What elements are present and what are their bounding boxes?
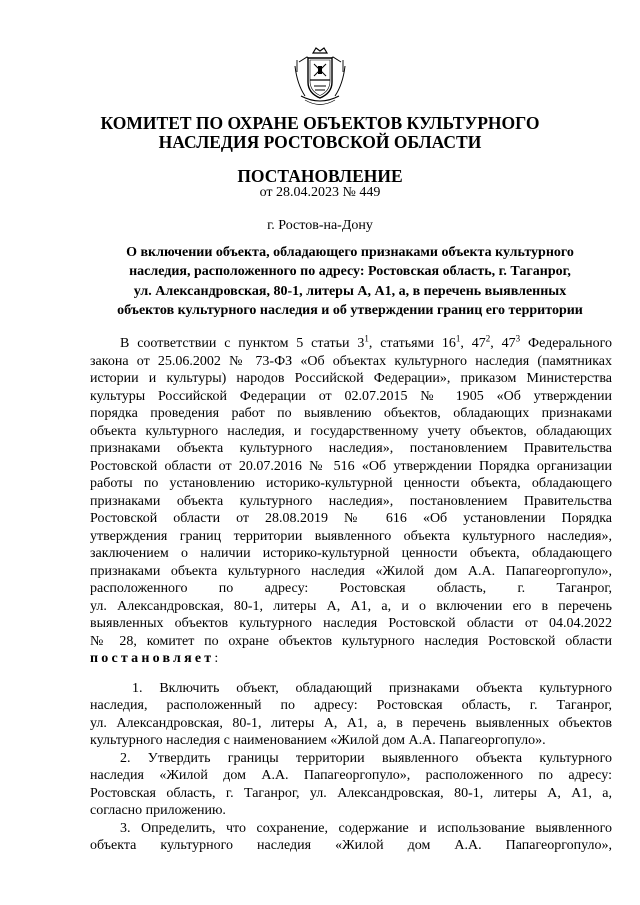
item-2-line: Ростовская область, г. Таганрог, ул. Александровская, 80-1, литеры А, А1, а, [90, 785, 612, 801]
document-place: г. Ростов-на-Дону [267, 218, 373, 233]
superscript: 1 [455, 333, 461, 344]
preamble-line: закона от 25.06.2002 № 73-ФЗ «Об объектах культурного наследия (памятниках [90, 353, 612, 369]
preamble-line: выявленных объектов культурного наследия Ростовской области от 04.04.2022 [90, 616, 612, 631]
preamble-line: ул. Александровская, 80-1, литеры А, А1, а, и о включении его в перечень [90, 598, 612, 614]
item-1-line: ул. Александровская, 80-1, литеры А, А1, а, в перечень выявленных объектов [90, 715, 612, 731]
organization-name-line: КОМИТЕТ ПО ОХРАНЕ ОБЪЕКТОВ КУЛЬТУРНОГО [100, 113, 540, 133]
superscript: 2 [485, 333, 491, 344]
preamble-line: признаками объекта культурного наследия», постановлением Правительства [90, 441, 612, 456]
preamble-line: расположенного по адресу: Ростовская область, г. Таганрог, [90, 581, 612, 596]
item-3-line: 3. Определить, что сохранение, содержание и использование выявленного [120, 820, 612, 836]
preamble-text: В соответствии с пунктом 5 статьи 3 [120, 336, 365, 351]
preamble-text: Федерального [520, 336, 613, 351]
preamble-line: Ростовской области от 28.08.2019 № 616 «Об установлении Порядка [90, 511, 612, 526]
item-1-line: культурного наследия с наименованием «Жилой дом А.А. Папагеоргопуло». [90, 733, 546, 748]
preamble-line: признаками объекта культурного наследия «Жилой дом А.А. Папагеоргопуло», [90, 563, 612, 579]
preamble-line: работы по установлению историко-культурной ценности объекта, обладающего [90, 476, 612, 491]
document-subject [90, 243, 610, 321]
organization-name [80, 114, 560, 152]
preamble-line: порядка проведения работ по выявлению объектов, обладающих признаками [90, 406, 612, 421]
subject-line: объектов культурного наследия и об утверждении границ его территории [117, 303, 583, 319]
document-body [90, 335, 612, 855]
rostov-coat-of-arms-icon [293, 46, 347, 110]
organization-name-line: НАСЛЕДИЯ РОСТОВСКОЙ ОБЛАСТИ [158, 132, 482, 152]
resolves-word: постановляет [90, 651, 215, 666]
superscript: 1 [364, 333, 369, 344]
document-type: ПОСТАНОВЛЕНИЕ [237, 166, 403, 186]
item-2-line: 2. Утвердить границы территории выявленного объекта культурного [120, 750, 612, 766]
item-1-line: наследия, расположенный по адресу: Ростовская область, г. Таганрог, [90, 698, 612, 713]
superscript: 3 [515, 333, 521, 344]
resolves-line [90, 650, 612, 668]
subject-line: наследия, расположенного по адресу: Ростовская область, г. Таганрог, [129, 264, 571, 280]
preamble-line: объекта культурного наследия, и государственному учету объектов, обладающих [90, 423, 612, 439]
paragraph-gap [90, 668, 612, 680]
preamble-line: Ростовской области от 20.07.2016 № 516 «Об утверждении Порядка организации [90, 458, 612, 474]
preamble-line: признаками объекта культурного наследия», постановлением Правительства [90, 493, 612, 509]
document-date-number: от 28.04.2023 № 449 [259, 185, 381, 200]
subject-line: ул. Александровская, 80-1, литеры А, А1, а, в перечень выявленных [133, 283, 567, 299]
preamble-line: заключением о наличии историко-культурной ценности объекта, обладающего [90, 546, 612, 561]
preamble-text: , статьями 16 [368, 336, 456, 351]
item-1-line: 1. Включить объект, обладающий признаками объекта культурного [132, 680, 612, 696]
preamble-first-line [90, 335, 612, 353]
preamble-line: культуры Российской Федерации от 02.07.2015 № 1905 «Об утверждении [90, 388, 612, 404]
item-2-line: наследия «Жилой дом А.А. Папагеоргопуло», расположенного по адресу: [90, 768, 612, 783]
preamble-line: № 28, комитет по охране объектов культурного наследия Ростовской области [90, 633, 612, 649]
item-3-line: объекта культурного наследия «Жилой дом А.А. Папагеоргопуло», [90, 838, 612, 853]
subject-line: О включении объекта, обладающего признаками объекта культурного [126, 245, 574, 260]
preamble-line: истории и культуры) народов Российской Федерации», приказом Министерства [90, 371, 612, 386]
item-2-line: согласно приложению. [90, 803, 226, 818]
preamble-text: , 47 [490, 336, 516, 351]
preamble-line: утверждения границ территории выявленного объекта культурного наследия», [90, 528, 612, 544]
preamble-text: , 47 [460, 336, 486, 351]
resolves-colon: : [214, 651, 219, 666]
